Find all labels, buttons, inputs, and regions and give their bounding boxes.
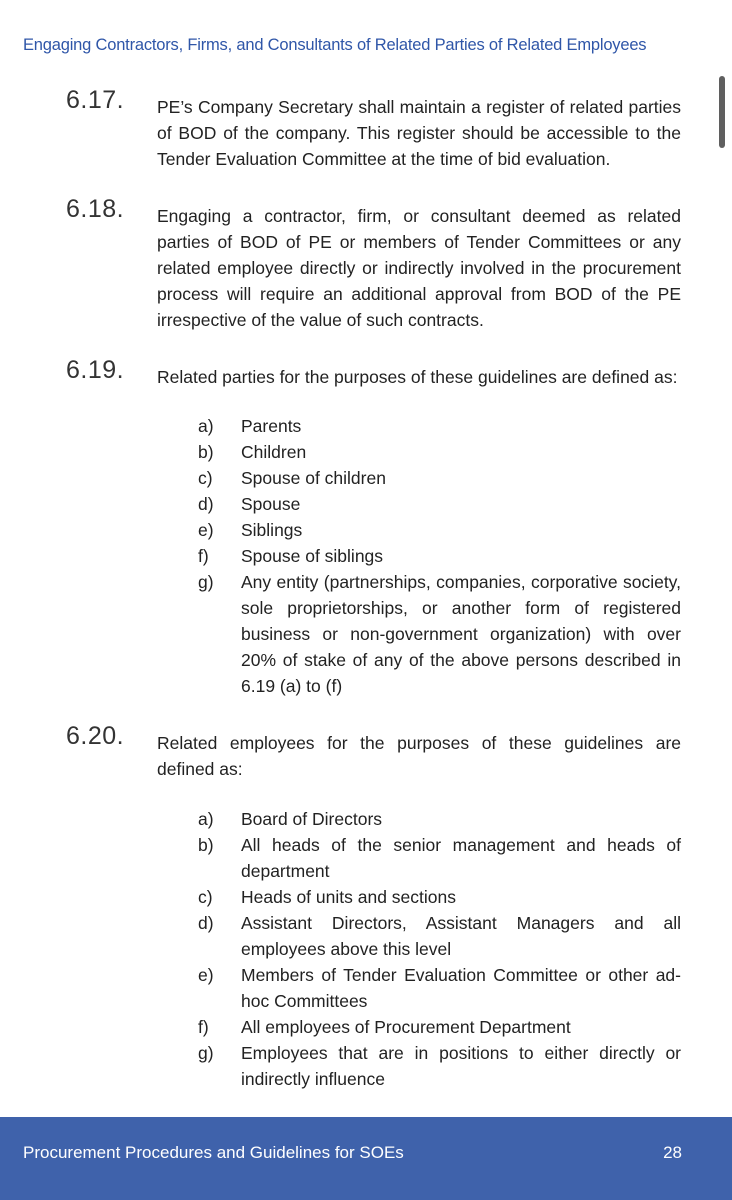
list-item: [0, 413, 732, 439]
item-text: Employees that are in positions to either directly or indirectly influence: [241, 1043, 681, 1089]
item-text: Children: [241, 442, 307, 462]
item-label: a): [198, 416, 214, 436]
list-item: [0, 962, 732, 1014]
item-text: Spouse of siblings: [241, 546, 384, 566]
list-item: [0, 884, 732, 910]
section-number: 6.19.: [66, 356, 125, 384]
item-text: Members of Tender Evaluation Committee or other ad-hoc Committees: [241, 965, 681, 1011]
list-item: [0, 465, 732, 491]
list-item: [0, 832, 732, 884]
item-text: Spouse: [241, 494, 301, 514]
list-item: [0, 806, 732, 832]
item-label: b): [198, 442, 214, 462]
item-label: b): [198, 835, 214, 855]
section-text: Related employees for the purposes of these guidelines are defined as:: [157, 733, 681, 779]
footer-title: Procurement Procedures and Guidelines for SOEs: [23, 1143, 404, 1162]
item-label: d): [198, 494, 214, 514]
item-text: Assistant Directors, Assistant Managers and all employees above this level: [241, 913, 681, 959]
list-item: [0, 439, 732, 465]
list-item: [0, 910, 732, 962]
item-text: Parents: [241, 416, 302, 436]
section-text: Engaging a contractor, firm, or consultant deemed as related parties of BOD of PE or members of Tender Committees or any related employee directly or indirectly involved in the procurement process will require an additional approval from BOD of the PE irrespective of the value of such contracts.: [157, 206, 681, 330]
item-text: Heads of units and sections: [241, 887, 456, 907]
item-text: Board of Directors: [241, 809, 383, 829]
item-label: a): [198, 809, 214, 829]
list-item: [0, 1040, 732, 1092]
section-number: 6.18.: [66, 195, 125, 223]
item-label: c): [198, 468, 213, 488]
running-header: Engaging Contractors, Firms, and Consultants of Related Parties of Related Employees: [23, 36, 647, 54]
item-label: f): [198, 546, 209, 566]
related-parties-list: [0, 413, 732, 699]
item-label: d): [198, 913, 214, 933]
section-text: Related parties for the purposes of these guidelines are defined as:: [157, 367, 678, 387]
page-number: 28: [663, 1143, 682, 1162]
list-item: [0, 517, 732, 543]
list-item: [0, 543, 732, 569]
item-label: c): [198, 887, 213, 907]
item-label: e): [198, 520, 214, 540]
section-number: 6.20.: [66, 722, 125, 750]
item-label: g): [198, 1043, 214, 1063]
related-employees-list: [0, 806, 732, 1092]
item-label: g): [198, 572, 214, 592]
section-number: 6.17.: [66, 86, 125, 114]
item-text: Any entity (partnerships, companies, corporative society, sole proprietorships, or another form of registered business or non-government organization) with over 20% of stake of any of the above persons described in 6.19 (a) to (f): [241, 572, 681, 696]
list-item: [0, 569, 732, 699]
item-text: All employees of Procurement Department: [241, 1017, 571, 1037]
list-item: [0, 1014, 732, 1040]
item-label: f): [198, 1017, 209, 1037]
item-text: All heads of the senior management and heads of department: [241, 835, 681, 881]
scrollbar-thumb[interactable]: [719, 76, 725, 148]
section-text: PE’s Company Secretary shall maintain a register of related parties of BOD of the company. This register should be accessible to the Tender Evaluation Committee at the time of bid evaluation.: [157, 97, 681, 169]
list-item: [0, 491, 732, 517]
page-footer: [0, 1117, 732, 1200]
item-text: Siblings: [241, 520, 303, 540]
item-label: e): [198, 965, 214, 985]
item-text: Spouse of children: [241, 468, 386, 488]
